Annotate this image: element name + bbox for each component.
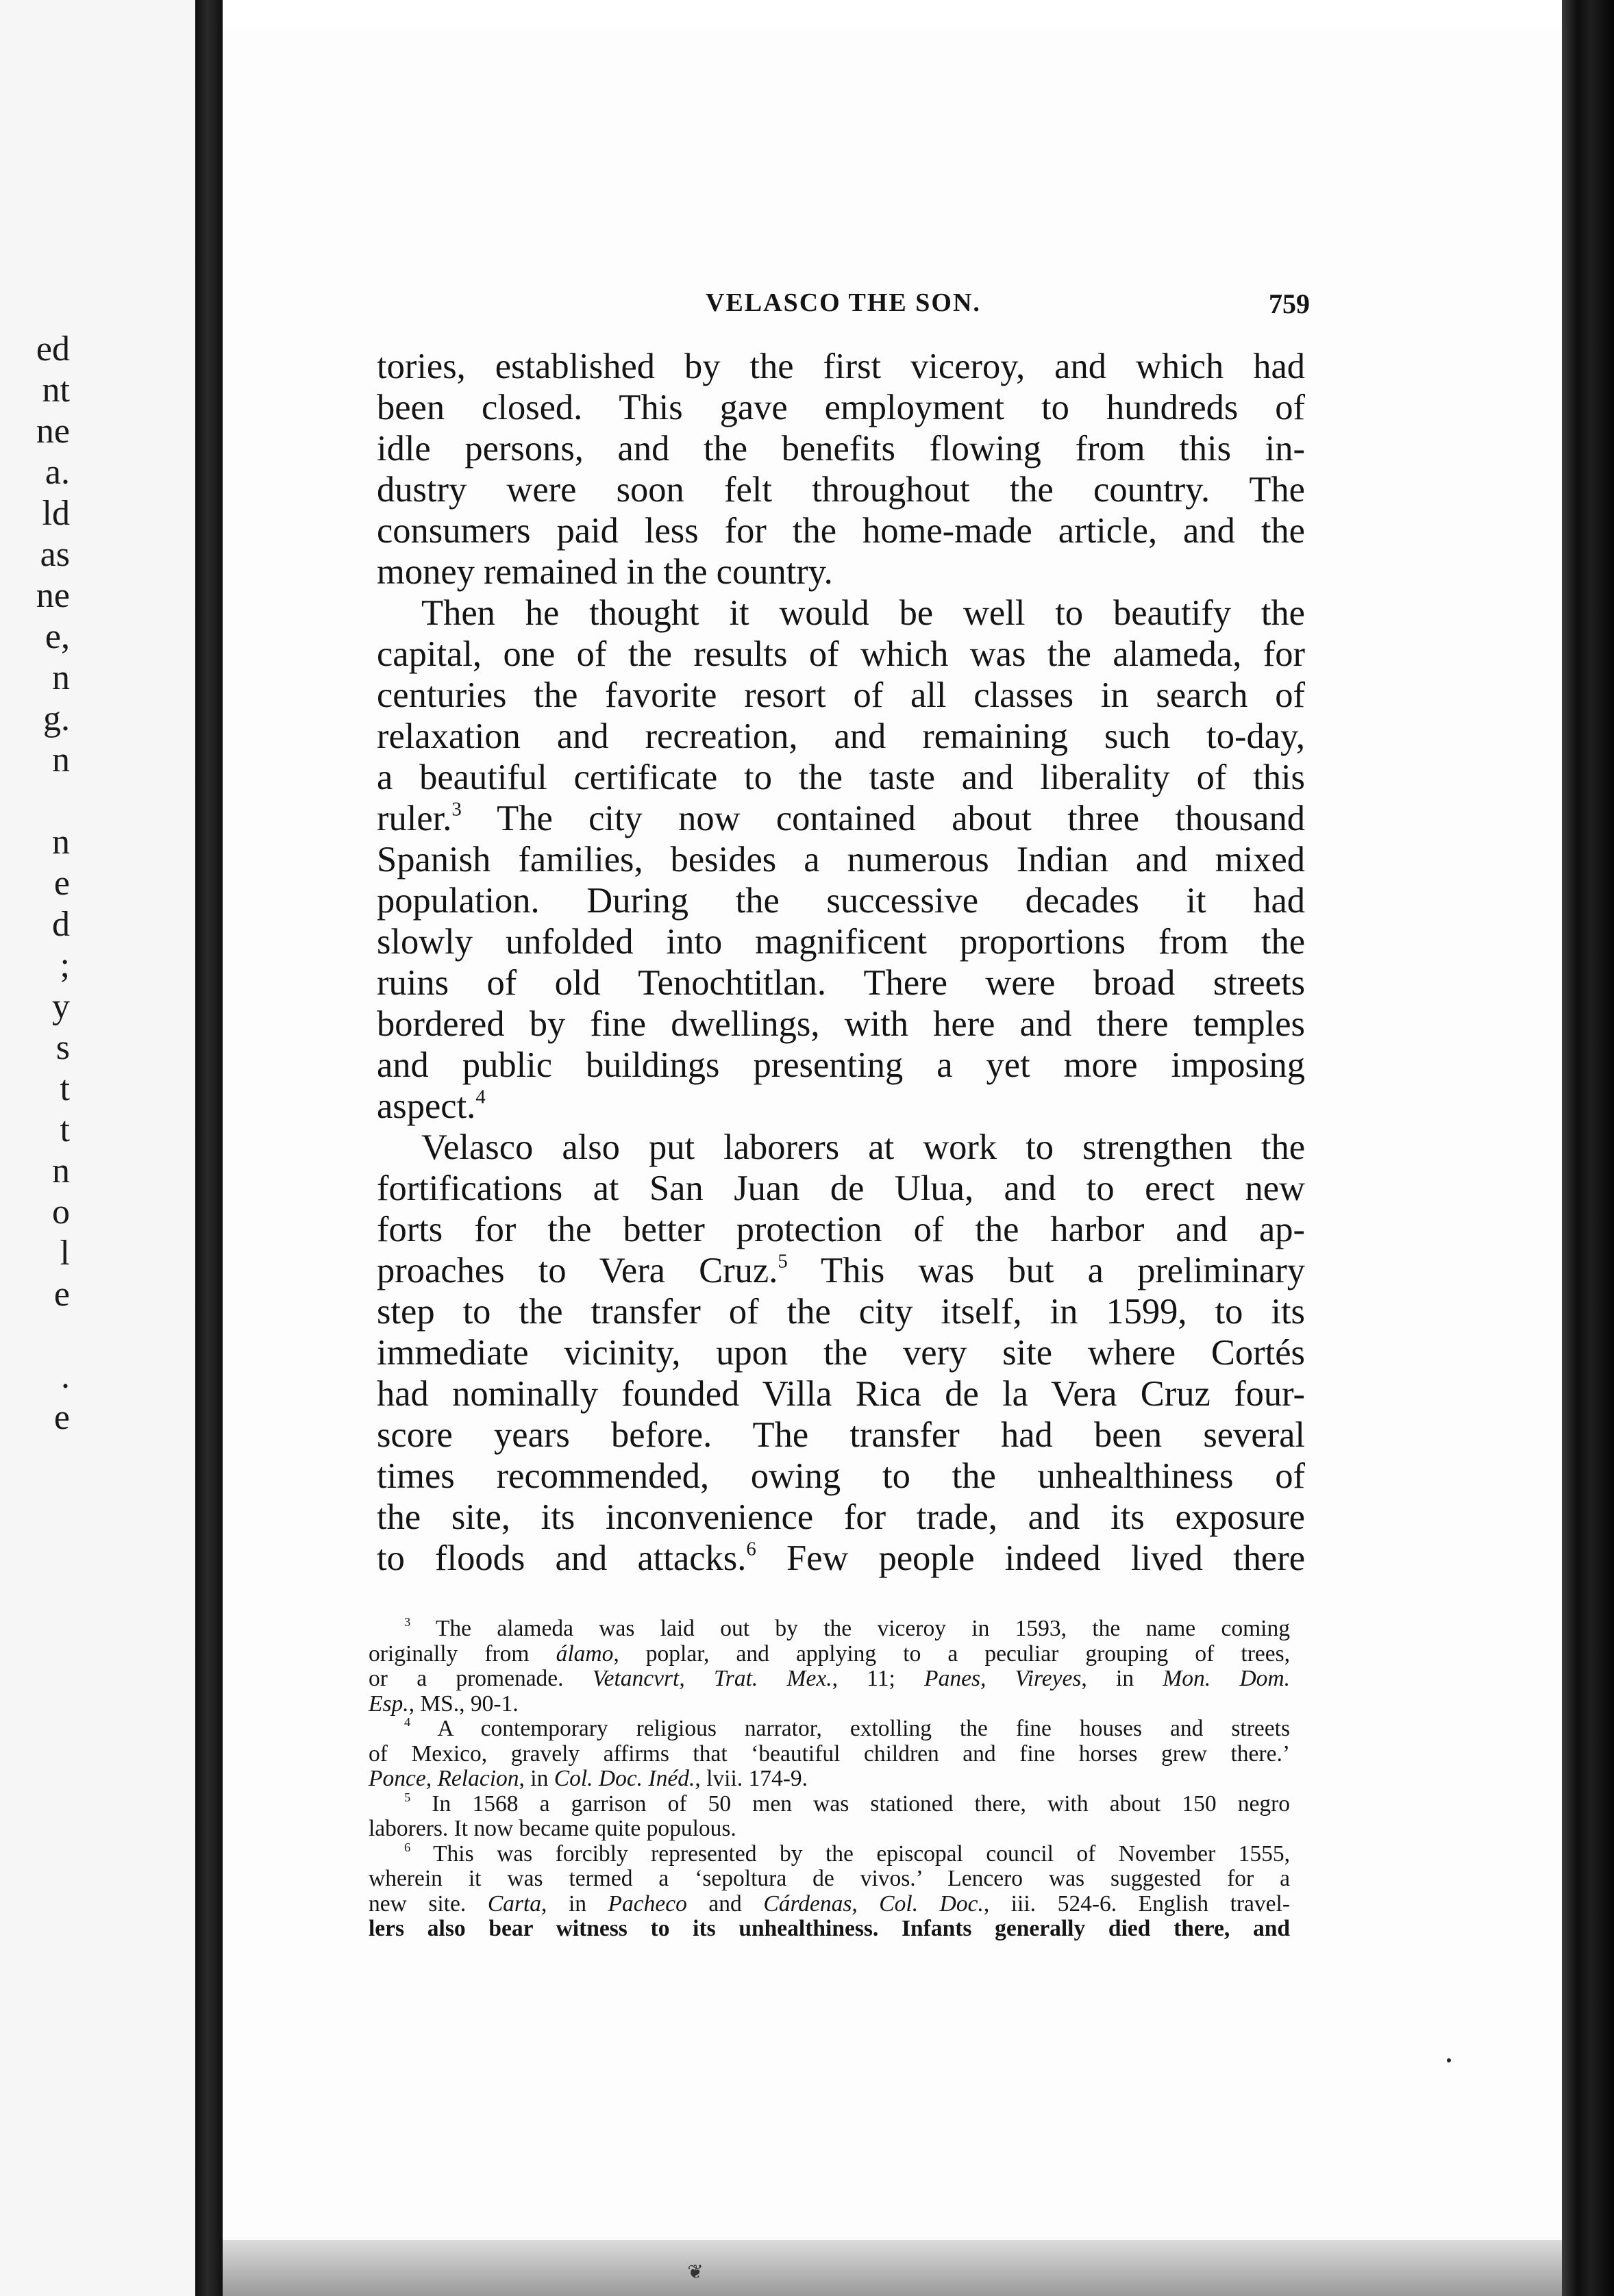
footnote-3-line [369,1692,1290,1717]
body-line: ruins of old Tenochtitlan. There were broad streets [377,963,1305,1003]
left-page-fragment: n [52,658,70,697]
footnote-4-line [369,1717,1290,1742]
footnote-6-line [369,1867,1290,1892]
body-line: relaxation and recreation, and remaining such to-day, [377,716,1305,756]
footnote-citation: Col. Doc. Inéd. [554,1766,695,1791]
footnote-5-marker: 5 [404,1790,411,1804]
left-page-fragment: t [60,1069,70,1108]
footnote-italic: álamo [556,1640,614,1667]
body-line: bordered by fine dwellings, with here and there temples [377,1004,1305,1044]
footnote-3-line [369,1642,1290,1667]
page-number: 759 [1269,288,1310,319]
body-line [377,1538,1305,1579]
left-page-fragment: as [40,535,70,574]
body-text [377,346,1305,1579]
right-page-edge [1562,0,1614,2296]
footnote-citation: Carta [487,1891,542,1917]
footnote-citation: Panes, Vireyes [924,1666,1082,1691]
footnote-5-text: In 1568 a garrison of 50 men was stationed there, with about 150 negro [432,1790,1291,1817]
footnote-3-marker: 3 [404,1615,411,1630]
body-text-segment: proaches to Vera Cruz. [377,1251,778,1290]
body-line: been closed. This gave employment to hundreds of [377,388,1305,427]
body-line: money remained in the country. [377,552,833,592]
footnote-text: , MS., 90-1. [408,1690,519,1717]
footnote-4-line [369,1742,1290,1767]
footnote-5-line [369,1792,1290,1817]
left-page-fragment: ld [42,494,70,533]
ink-speck [1447,2058,1451,2062]
footnote-6-line [369,1917,1290,1942]
footnote-text: and [686,1891,764,1917]
body-line [377,1250,1305,1291]
left-page-fragment: e [53,1275,70,1314]
left-page-fragment: ; [60,946,70,985]
ornament-mark: ❦ [687,2262,704,2283]
body-line: tories, established by the first viceroy, and which had [377,347,1305,386]
footnote-text: , lvii. 174-9. [695,1766,808,1791]
footnote-text: , iii. 524-6. English travel- [983,1891,1290,1917]
left-page-fragment: y [52,987,70,1026]
footnote-3-line [369,1617,1290,1642]
body-text-segment: The city now contained about three thousand [461,799,1305,838]
left-page-fragment: n [52,1151,70,1190]
left-page-fragment: g. [43,699,70,738]
body-line: times recommended, owing to the unhealthiness of [377,1456,1305,1496]
footnote-text: , poplar, and applying to a peculiar grouping of trees, [613,1640,1290,1667]
footnote-citation: Vetancvrt, Trat. Mex. [592,1666,832,1691]
left-page-fragment: e, [45,617,70,656]
footnote-4-marker: 4 [404,1715,411,1730]
footnote-3-text: The alameda was laid out by the viceroy in 1593, the name coming [435,1616,1290,1641]
left-page-fragment: d [52,905,70,944]
book-gutter [195,0,223,2296]
footnote-reference: 3 [451,798,462,821]
body-line: and public buildings presenting a yet more imposing [377,1045,1305,1085]
left-page-fragment: e [53,1398,70,1437]
footnote-text: , in [1081,1666,1163,1691]
footnote-6-line [369,1892,1290,1917]
body-line [377,798,1305,839]
left-page-fragment: n [52,823,70,862]
body-line: idle persons, and the benefits flowing from this in- [377,429,1305,469]
left-page-fragment: e [53,864,70,903]
left-page-fragment: ed [36,329,70,369]
footnote-text: wherein it was termed a ‘sepoltura de vivos.’ Lencero was suggested for a [369,1866,1290,1891]
body-line: dustry were soon felt throughout the country. The [377,470,1305,510]
body-line: fortifications at San Juan de Ulua, and to erect new [377,1169,1305,1208]
body-line: forts for the better protection of the harbor and ap- [377,1210,1305,1249]
body-line: Spanish families, besides a numerous Indian and mixed [377,840,1305,879]
body-line: immediate vicinity, upon the very site where Cortés [377,1333,1305,1373]
running-title: VELASCO THE SON. [706,288,981,317]
left-page-fragment: ne [36,412,70,451]
footnote-text: new site. [369,1891,488,1917]
body-text-segment: Few people indeed lived there [756,1538,1305,1578]
body-line: a beautiful certificate to the taste and liberality of this [377,758,1305,797]
footnote-6-marker: 6 [404,1840,411,1854]
body-line: Velasco also put laborers at work to strengthen the [421,1127,1305,1167]
left-page-fragment: t [60,1110,70,1149]
body-line: centuries the favorite resort of all classes in search of [377,675,1305,715]
body-text-segment: This was but a preliminary [787,1251,1305,1290]
body-text-segment: ruler. [377,799,452,838]
left-page-fragment: nt [42,371,70,410]
body-line: Then he thought it would be well to beautify the [421,593,1305,633]
left-page-fragment: n [52,740,70,779]
footnote-citation: Esp. [369,1690,409,1717]
footnotes [369,1617,1290,1942]
body-line: population. During the successive decades it had [377,881,1305,921]
footnote-6-line [369,1842,1290,1867]
footnote-text: , 11; [832,1666,925,1691]
left-page-fragment: ne [36,576,70,615]
footnote-text: , in [519,1766,554,1791]
footnote-4-text: A contemporary religious narrator, extolling the fine houses and streets [437,1716,1290,1741]
footnote-text: lers also bear witness to its unhealthiness. Infants generally died there, and [369,1916,1290,1941]
body-line: score years before. The transfer had been several [377,1415,1305,1455]
body-line: capital, one of the results of which was the alameda, for [377,634,1305,674]
footnote-text: laborers. It now became quite populous. [369,1816,736,1841]
footnote-4-line [369,1767,1290,1792]
left-page-fragment: a. [45,453,70,492]
body-line: step to the transfer of the city itself, in 1599, to its [377,1292,1305,1332]
footnote-reference: 4 [475,1086,486,1108]
footnote-citation: Cárdenas, Col. Doc. [763,1891,984,1917]
left-page-fragment: s [55,1028,70,1067]
footnote-citation: Ponce, Relacion [369,1766,519,1791]
left-page-fragment: l [60,1234,70,1273]
bottom-edge [223,2240,1562,2296]
left-page-fragment: . [61,1357,70,1396]
body-line: consumers paid less for the home-made article, and the [377,511,1305,551]
footnote-reference: 6 [746,1538,756,1560]
footnote-text: or a promenade. [369,1666,593,1691]
left-page-fragment: o [52,1193,70,1232]
footnote-3-line [369,1667,1290,1692]
body-text-segment: aspect. [377,1086,476,1126]
footnote-citation: Pacheco [608,1891,687,1917]
footnote-text: , in [541,1891,608,1917]
body-line [377,1086,1305,1127]
left-facing-page [0,0,195,2296]
footnote-5-line [369,1817,1290,1842]
body-line: slowly unfolded into magnificent proportions from the [377,922,1305,962]
body-line: had nominally founded Villa Rica de la Vera Cruz four- [377,1374,1305,1414]
body-line: the site, its inconvenience for trade, and its exposure [377,1497,1305,1537]
footnote-citation: Mon. Dom. [1163,1666,1290,1691]
footnote-text: originally from [369,1640,556,1667]
body-text-segment: to floods and attacks. [377,1538,747,1578]
footnote-6-text: This was forcibly represented by the episcopal council of November 1555, [433,1840,1290,1867]
footnote-text: of Mexico, gravely affirms that ‘beautiful children and fine horses grew there.’ [369,1740,1290,1767]
footnote-reference: 5 [778,1250,788,1273]
